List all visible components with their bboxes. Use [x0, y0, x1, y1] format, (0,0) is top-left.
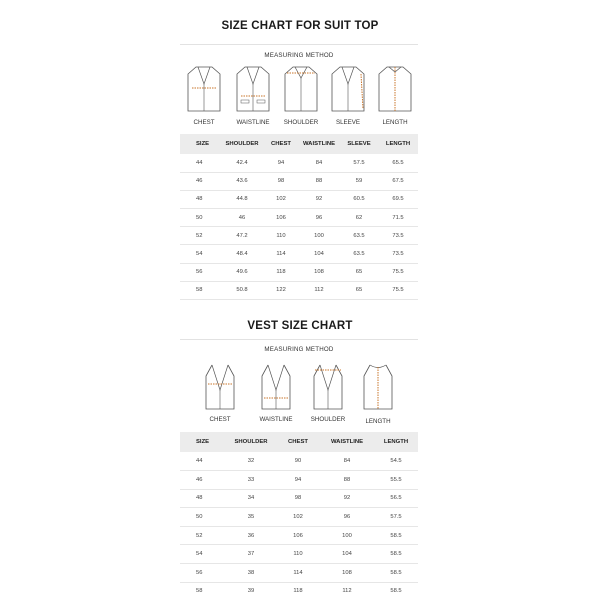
- table-row: [180, 245, 418, 263]
- table-header-row: [180, 432, 418, 452]
- suit-chart-title: SIZE CHART FOR SUIT TOP: [221, 20, 379, 32]
- table-cell: 50: [196, 214, 203, 221]
- table-cell: 92: [343, 495, 351, 502]
- table-cell: 52: [196, 232, 203, 239]
- table-cell: 50: [196, 514, 203, 521]
- table-cell: 92: [315, 196, 323, 203]
- header-waistline: WAISTLINE: [302, 141, 336, 147]
- table-cell: 71.5: [392, 214, 404, 221]
- table-cell: 112: [342, 588, 352, 595]
- table-row: [180, 452, 418, 471]
- table-cell: 58: [196, 588, 203, 595]
- table-row: [180, 209, 418, 227]
- table-cell: 108: [342, 569, 352, 576]
- fig-label-shoulder: SHOULDER: [283, 119, 319, 126]
- jacket-sleeve-icon: [330, 64, 366, 114]
- table-cell: 96: [343, 514, 351, 521]
- vest-label-chest: CHEST: [209, 416, 231, 423]
- table-cell: 56: [196, 269, 203, 276]
- table-cell: 58.5: [390, 569, 402, 576]
- vest-divider: [180, 339, 418, 340]
- header-chest: CHEST: [288, 439, 308, 445]
- table-cell: 114: [293, 569, 303, 576]
- table-cell: 110: [293, 551, 303, 558]
- suit-figures: [180, 64, 418, 132]
- table-row: [180, 508, 418, 527]
- table-cell: 48: [196, 196, 203, 203]
- table-cell: 44.8: [236, 196, 248, 203]
- table-cell: 58.5: [390, 532, 402, 539]
- fig-label-chest: CHEST: [193, 119, 215, 126]
- table-header-row: [180, 134, 418, 154]
- table-cell: 114: [276, 251, 286, 258]
- table-cell: 34: [247, 495, 255, 502]
- table-cell: 48: [196, 495, 203, 502]
- table-cell: 63.5: [353, 251, 365, 258]
- table-cell: 65: [355, 287, 363, 294]
- table-row: [180, 471, 418, 490]
- table-cell: 98: [294, 495, 302, 502]
- vest-chart-title: VEST SIZE CHART: [247, 320, 353, 332]
- table-cell: 67.5: [392, 178, 404, 185]
- table-cell: 100: [314, 232, 324, 239]
- table-cell: 108: [314, 269, 324, 276]
- table-cell: 46: [196, 476, 203, 483]
- vest-label-shoulder: SHOULDER: [310, 416, 346, 423]
- table-cell: 75.5: [392, 287, 404, 294]
- table-cell: 122: [276, 287, 286, 294]
- table-row: [180, 172, 418, 190]
- table-row: [180, 582, 418, 600]
- vest-figures: [180, 360, 418, 428]
- table-cell: 62: [355, 214, 363, 221]
- table-cell: 46: [196, 178, 203, 185]
- table-cell: 88: [343, 476, 351, 483]
- table-cell: 33: [247, 476, 255, 483]
- table-row: [180, 545, 418, 564]
- table-cell: 65.5: [392, 159, 404, 166]
- header-sleeve: SLEEVE: [347, 141, 371, 147]
- table-cell: 118: [276, 269, 286, 276]
- jacket-waistline-icon: [235, 64, 271, 114]
- header-length: LENGTH: [385, 141, 411, 147]
- table-cell: 44: [196, 458, 203, 465]
- table-cell: 54: [196, 251, 203, 258]
- table-cell: 60.5: [353, 196, 365, 203]
- table-cell: 110: [276, 232, 286, 239]
- table-cell: 112: [314, 287, 324, 294]
- header-size: SIZE: [196, 439, 210, 445]
- table-cell: 100: [342, 532, 352, 539]
- table-row: [180, 526, 418, 545]
- table-cell: 88: [315, 178, 323, 185]
- table-cell: 104: [314, 251, 324, 258]
- table-cell: 59: [355, 178, 363, 185]
- table-cell: 58: [196, 287, 203, 294]
- jacket-length-icon: [377, 64, 413, 114]
- table-cell: 36: [247, 532, 255, 539]
- table-cell: 54: [196, 551, 203, 558]
- vest-waistline-icon: [258, 362, 294, 412]
- table-cell: 52: [196, 532, 203, 539]
- table-row: [180, 154, 418, 172]
- header-waistline: WAISTLINE: [330, 439, 364, 445]
- vest-chest-icon: [202, 362, 238, 412]
- vest-label-length: LENGTH: [365, 418, 391, 425]
- table-cell: 102: [293, 514, 303, 521]
- vest-label-waistline: WAISTLINE: [259, 416, 293, 423]
- vest-measuring-method: MEASURING METHOD: [264, 346, 334, 353]
- table-cell: 56: [196, 569, 203, 576]
- table-cell: 84: [315, 159, 323, 166]
- table-cell: 106: [293, 532, 303, 539]
- table-cell: 32: [247, 458, 255, 465]
- table-cell: 58.5: [390, 588, 402, 595]
- header-size: SIZE: [196, 141, 210, 147]
- table-cell: 35: [247, 514, 255, 521]
- table-cell: 90: [294, 458, 302, 465]
- table-cell: 39: [247, 588, 255, 595]
- table-cell: 84: [343, 458, 351, 465]
- table-row: [180, 263, 418, 281]
- table-cell: 58.5: [390, 551, 402, 558]
- table-cell: 104: [342, 551, 352, 558]
- table-cell: 48.4: [236, 251, 248, 258]
- header-shoulder: SHOULDER: [234, 439, 268, 445]
- vest-size-table: [180, 432, 418, 600]
- suit-size-table: [180, 134, 418, 300]
- table-cell: 46: [238, 214, 246, 221]
- table-cell: 50.8: [236, 287, 248, 294]
- fig-label-waistline: WAISTLINE: [236, 119, 270, 126]
- table-row: [180, 489, 418, 508]
- table-cell: 57.5: [353, 159, 365, 166]
- suit-divider: [180, 44, 418, 45]
- table-cell: 43.6: [236, 178, 248, 185]
- table-row: [180, 564, 418, 583]
- table-cell: 47.2: [236, 232, 248, 239]
- table-cell: 94: [294, 476, 302, 483]
- vest-shoulder-icon: [310, 362, 346, 412]
- suit-measuring-method: MEASURING METHOD: [264, 52, 334, 59]
- table-cell: 98: [277, 178, 285, 185]
- table-cell: 49.6: [236, 269, 248, 276]
- table-row: [180, 190, 418, 208]
- header-length: LENGTH: [383, 439, 409, 445]
- table-cell: 57.5: [390, 514, 402, 521]
- table-cell: 38: [247, 569, 255, 576]
- table-row: [180, 227, 418, 245]
- table-row: [180, 281, 418, 299]
- jacket-shoulder-icon: [283, 64, 319, 114]
- table-cell: 73.5: [392, 232, 404, 239]
- table-cell: 56.5: [390, 495, 402, 502]
- fig-label-length: LENGTH: [382, 119, 408, 126]
- table-cell: 42.4: [236, 159, 248, 166]
- table-cell: 73.5: [392, 251, 404, 258]
- fig-label-sleeve: SLEEVE: [335, 119, 361, 126]
- table-cell: 96: [315, 214, 323, 221]
- table-cell: 63.5: [353, 232, 365, 239]
- table-cell: 37: [247, 551, 255, 558]
- table-cell: 69.5: [392, 196, 404, 203]
- header-shoulder: SHOULDER: [225, 141, 259, 147]
- table-cell: 106: [276, 214, 286, 221]
- table-cell: 118: [293, 588, 303, 595]
- table-cell: 54.5: [390, 458, 402, 465]
- jacket-chest-icon: [186, 64, 222, 114]
- table-cell: 102: [276, 196, 286, 203]
- table-cell: 55.5: [390, 476, 402, 483]
- table-cell: 75.5: [392, 269, 404, 276]
- table-cell: 65: [355, 269, 363, 276]
- table-cell: 94: [277, 159, 285, 166]
- vest-length-icon: [360, 362, 396, 412]
- table-cell: 44: [196, 159, 203, 166]
- header-chest: CHEST: [271, 141, 291, 147]
